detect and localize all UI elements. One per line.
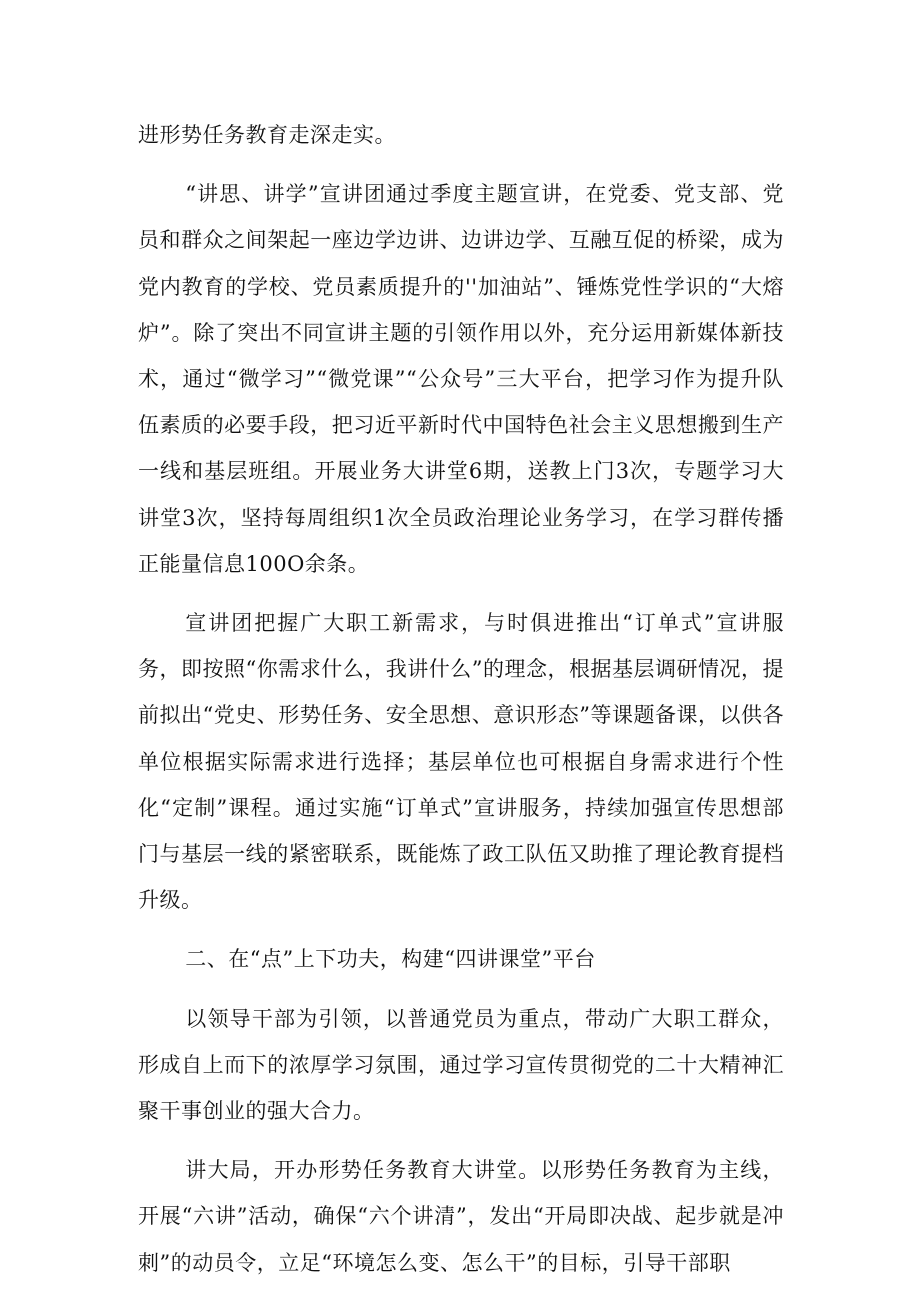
paragraph-2: “讲思、讲学”宣讲团通过季度主题宣讲，在党委、党支部、党员和群众之间架起一座边学边讲、边讲边学、互融互促的桥梁，成为党内教育的学校、党员素质提升的''加油站”、锤炼党性学识的“大熔炉”。除了突出不同宣讲主题的引领作用以外，充分运用新媒体新技术，通过“微学习”“微党课”“公众号”三大平台，把学习作为提升队伍素质的必要手段，把习近平新时代中国特色社会主义思想搬到生产一线和基层班组。开展业务大讲堂6期，送教上门3次，专题学习大讲堂3次，坚持每周组织1次全员政治理论业务学习，在学习群传播正能量信息100O余条。 [138, 182, 784, 576]
document-body [138, 112, 784, 1286]
paragraph-4: 以领导干部为引领，以普通党员为重点，带动广大职工群众，形成自上而下的浓厚学习氛围，通过学习宣传贯彻党的二十大精神汇聚干事创业的强大合力。 [138, 1006, 784, 1124]
paragraph-3: 宣讲团把握广大职工新需求，与时俱进推出“订单式”宣讲服务，即按照“你需求什么，我讲什么”的理念，根据基层调研情况，提前拟出“党史、形势任务、安全思想、意识形态”等课题备课，以供各单位根据实际需求进行选择；基层单位也可根据自身需求进行个性化“定制”课程。通过实施“订单式”宣讲服务，持续加强宣传思想部门与基层一线的紧密联系，既能炼了政工队伍又助推了理论教育提档升级。 [138, 611, 784, 913]
paragraph-1: 进形势任务教育走深走实。 [138, 123, 396, 147]
paragraph-5: 讲大局，开办形势任务教育大讲堂。以形势任务教育为主线，开展“六讲”活动，确保“六个讲清”，发出“开局即决战、起步就是冲刺”的动员令，立足“环境怎么变、怎么干”的目标，引导干部职 [138, 1158, 784, 1275]
section-heading: 二、在“点”上下功夫，构建“四讲课堂”平台 [185, 947, 596, 972]
